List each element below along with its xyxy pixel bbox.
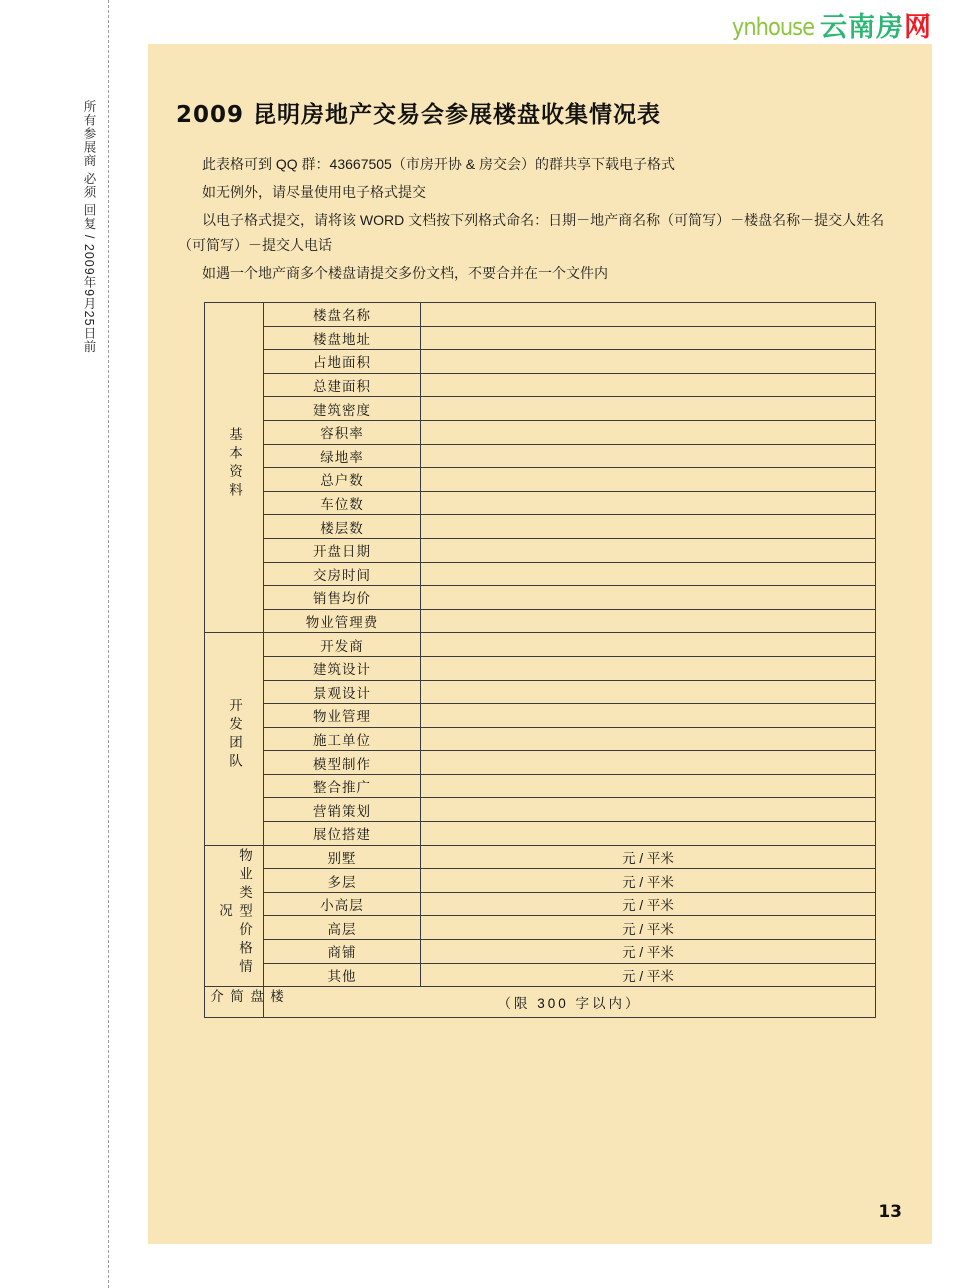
table-row xyxy=(205,515,876,539)
row-label: 容积率 xyxy=(264,420,421,444)
table-row xyxy=(205,963,876,987)
table-row xyxy=(205,491,876,515)
table-row xyxy=(205,586,876,610)
row-label: 占地面积 xyxy=(264,350,421,374)
table-row xyxy=(205,538,876,562)
row-value-input[interactable]: 元 / 平米 xyxy=(421,940,876,964)
row-value-input[interactable] xyxy=(421,680,876,704)
table-row xyxy=(205,680,876,704)
row-label: 楼层数 xyxy=(264,515,421,539)
logo-wordmark: ynhouse xyxy=(731,13,814,41)
logo-name-green: 云南房 xyxy=(820,12,904,42)
binding-dashed-line xyxy=(108,0,109,1288)
row-value-input[interactable] xyxy=(421,774,876,798)
project-info-table xyxy=(204,302,876,1018)
table-row xyxy=(205,822,876,846)
row-value-input[interactable]: 元 / 平米 xyxy=(421,869,876,893)
row-label: 施工单位 xyxy=(264,727,421,751)
group-label-price: 物业类型价格情况 xyxy=(205,845,264,987)
row-value-input[interactable] xyxy=(421,468,876,492)
page-title: 2009 昆明房地产交易会参展楼盘收集情况表 xyxy=(176,102,662,128)
row-value-input[interactable] xyxy=(421,822,876,846)
table-row xyxy=(205,350,876,374)
row-label: 小高层 xyxy=(264,892,421,916)
table-row xyxy=(205,397,876,421)
row-label: 商铺 xyxy=(264,940,421,964)
table-row xyxy=(205,704,876,728)
row-value-input[interactable]: 元 / 平米 xyxy=(421,963,876,987)
row-value-input[interactable] xyxy=(421,491,876,515)
row-value-input[interactable] xyxy=(421,397,876,421)
row-value-input[interactable]: 元 / 平米 xyxy=(421,845,876,869)
table-row xyxy=(205,727,876,751)
row-label: 高层 xyxy=(264,916,421,940)
table-row xyxy=(205,845,876,869)
table-row xyxy=(205,774,876,798)
row-label: 物业管理费 xyxy=(264,609,421,633)
group-label-intro: 楼盘简介 xyxy=(205,987,264,1018)
table-row xyxy=(205,892,876,916)
row-value-input[interactable] xyxy=(421,350,876,374)
row-label: 销售均价 xyxy=(264,586,421,610)
table-row xyxy=(205,869,876,893)
row-label: 总建面积 xyxy=(264,373,421,397)
row-value-input[interactable] xyxy=(421,562,876,586)
logo-name xyxy=(820,14,932,41)
intro-textarea[interactable]: （限 300 字以内） xyxy=(264,987,876,1018)
row-value-input[interactable] xyxy=(421,326,876,350)
instruction-line-2: 如无例外，请尽量使用电子格式提交 xyxy=(202,184,426,200)
table-row xyxy=(205,916,876,940)
row-label: 营销策划 xyxy=(264,798,421,822)
row-value-input[interactable] xyxy=(421,420,876,444)
form-table-wrapper xyxy=(204,302,876,1018)
instruction-line-1: 此表格可到 QQ 群：43667505（市房开协 & 房交会）的群共享下载电子格式 xyxy=(202,156,675,172)
row-label: 楼盘地址 xyxy=(264,326,421,350)
row-label: 整合推广 xyxy=(264,774,421,798)
table-row xyxy=(205,940,876,964)
table-row xyxy=(205,444,876,468)
row-label: 交房时间 xyxy=(264,562,421,586)
row-label: 景观设计 xyxy=(264,680,421,704)
row-label: 开盘日期 xyxy=(264,538,421,562)
row-value-input[interactable] xyxy=(421,609,876,633)
row-value-input[interactable] xyxy=(421,798,876,822)
row-value-input[interactable] xyxy=(421,704,876,728)
row-label: 展位搭建 xyxy=(264,822,421,846)
row-value-input[interactable]: 元 / 平米 xyxy=(421,892,876,916)
table-row xyxy=(205,798,876,822)
table-row xyxy=(205,420,876,444)
table-row xyxy=(205,468,876,492)
table-row xyxy=(205,987,876,1018)
document-page xyxy=(148,44,932,1244)
row-value-input[interactable] xyxy=(421,586,876,610)
row-label: 建筑设计 xyxy=(264,656,421,680)
row-value-input[interactable] xyxy=(421,515,876,539)
row-value-input[interactable] xyxy=(421,373,876,397)
table-row xyxy=(205,609,876,633)
row-value-input[interactable]: 元 / 平米 xyxy=(421,916,876,940)
table-row xyxy=(205,656,876,680)
row-value-input[interactable] xyxy=(421,751,876,775)
side-note: 所有参展商 必须 回复 / 2009年9月25日前 xyxy=(82,100,96,354)
row-value-input[interactable] xyxy=(421,303,876,327)
row-label: 开发商 xyxy=(264,633,421,657)
row-label: 其他 xyxy=(264,963,421,987)
row-label: 别墅 xyxy=(264,845,421,869)
row-label: 总户数 xyxy=(264,468,421,492)
row-label: 多层 xyxy=(264,869,421,893)
row-label: 车位数 xyxy=(264,491,421,515)
row-label: 模型制作 xyxy=(264,751,421,775)
table-row xyxy=(205,326,876,350)
table-row xyxy=(205,562,876,586)
page-number: 13 xyxy=(878,1202,902,1222)
row-value-input[interactable] xyxy=(421,656,876,680)
group-label-team: 开发团队 xyxy=(205,633,264,845)
row-label: 绿地率 xyxy=(264,444,421,468)
instructions-block xyxy=(178,152,898,289)
row-label: 建筑密度 xyxy=(264,397,421,421)
row-value-input[interactable] xyxy=(421,444,876,468)
row-value-input[interactable] xyxy=(421,633,876,657)
instruction-line-3: 以电子格式提交，请将该 WORD 文档按下列格式命名：日期－地产商名称（可简写）－楼盘名称－提交人姓名（可简写）－提交人电话 xyxy=(178,212,885,253)
table-row xyxy=(205,633,876,657)
row-label: 楼盘名称 xyxy=(264,303,421,327)
table-row xyxy=(205,751,876,775)
instruction-line-4: 如遇一个地产商多个楼盘请提交多份文档，不要合并在一个文件内 xyxy=(202,265,608,281)
group-label-basic: 基本资料 xyxy=(205,303,264,633)
row-value-input[interactable] xyxy=(421,538,876,562)
row-value-input[interactable] xyxy=(421,727,876,751)
logo-name-red: 网 xyxy=(904,12,932,42)
row-label: 物业管理 xyxy=(264,704,421,728)
table-row xyxy=(205,373,876,397)
table-row xyxy=(205,303,876,327)
